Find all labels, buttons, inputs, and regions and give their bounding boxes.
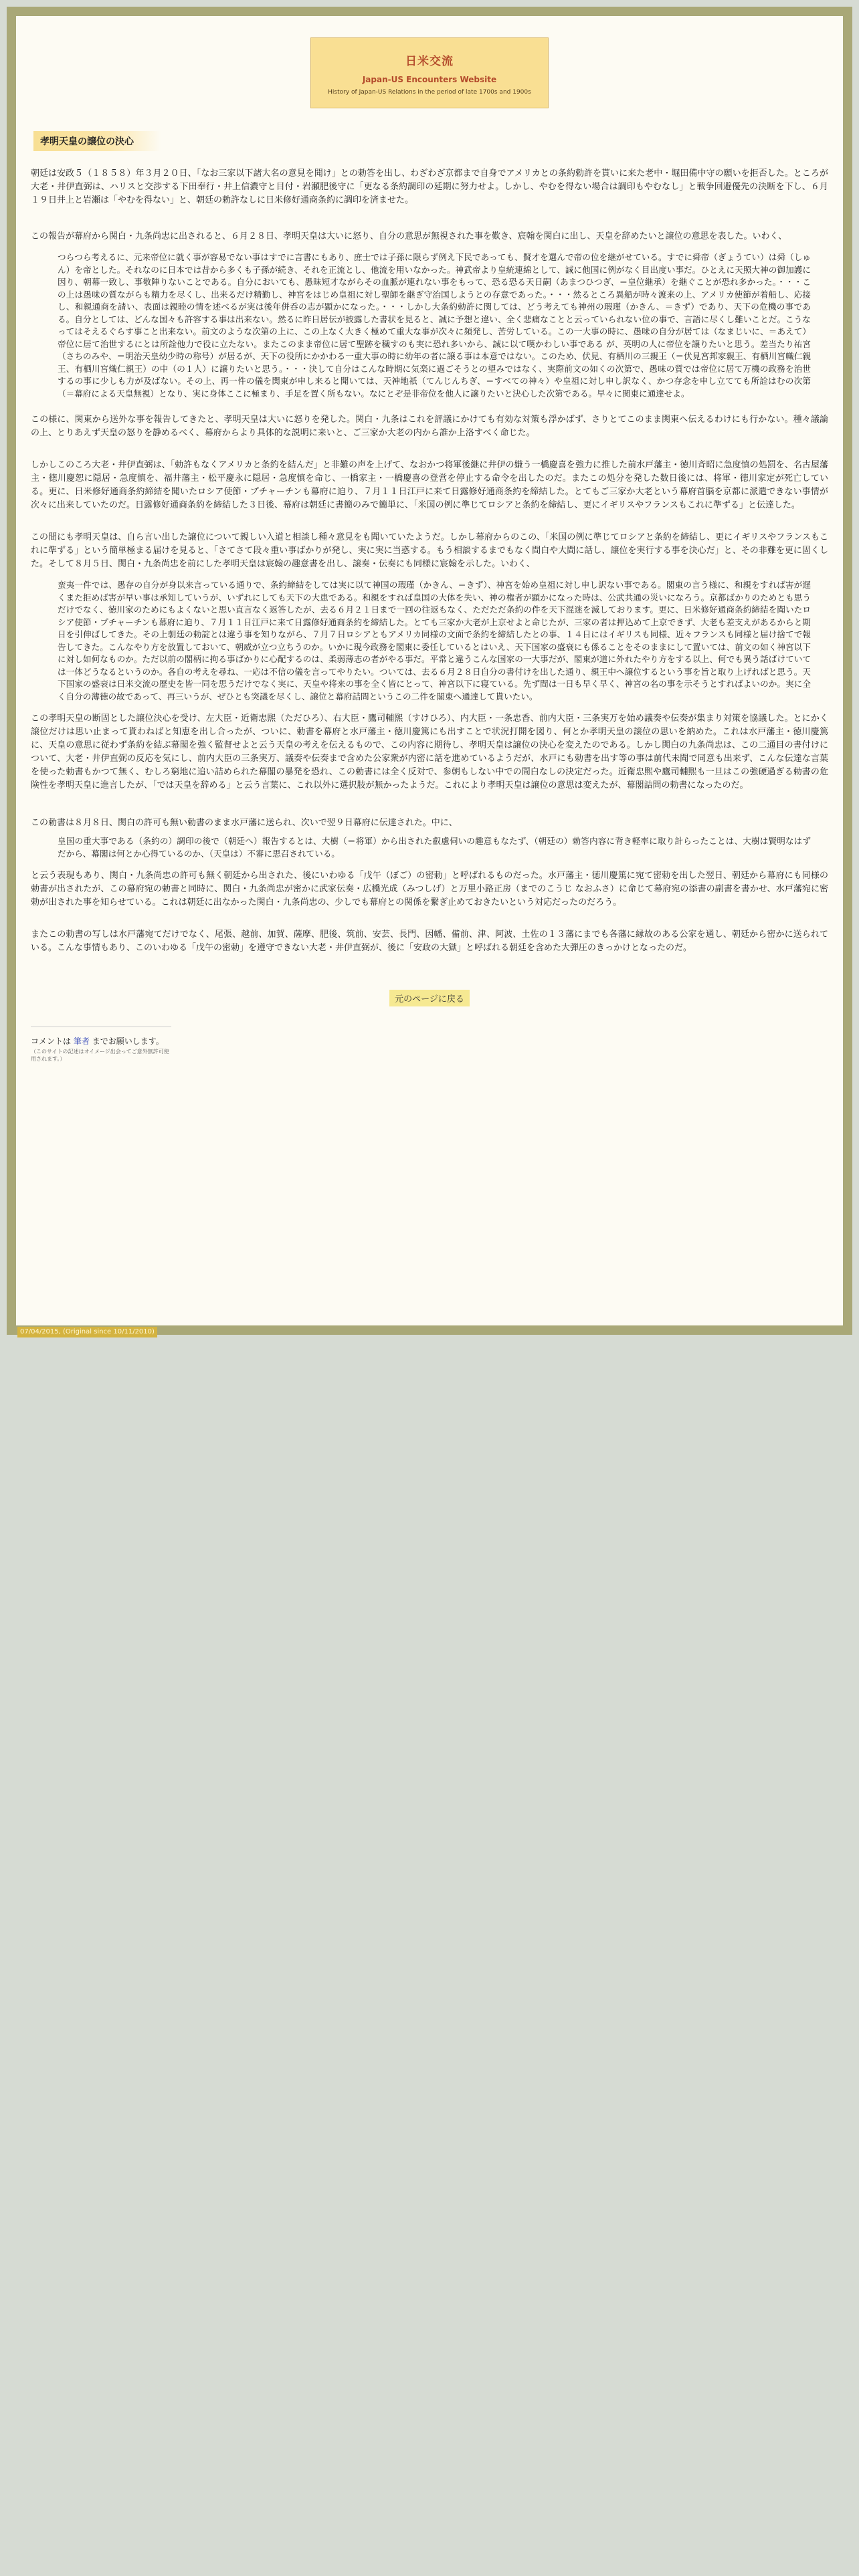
- back-link-wrapper: [31, 990, 828, 1006]
- paragraph-7: この勅書は８月８日、関白の許可も無い勅書のまま水戸藩に送られ、次いで翌９日幕府に伝達された。中に、: [31, 818, 458, 828]
- comment-prefix: コメントは: [31, 1037, 72, 1046]
- comment-suffix: までお願いします。: [92, 1037, 164, 1046]
- quote-1-text: つらつら考えるに、元来帝位に就く事が容易でない事はすでに言書にもあり、庶士では子孫に限らず例え下民であっても、賢才を選んで帝の位を継がせている。すでに舜帝（ぎょうてい）は舜（しゅん）を帝とした。それなのに日本では昔から多くも子孫が続き、それを正流とし、他流を用いなかった。神武帝より皇統連綿として、誠に他国に例がなく目出度い事だ。ひとえに天照大神の御加護に因り、朝幕一致し、事敬陣りないことである。自分においても、愚昧短才ながらその血脈が連れない事をもって、恐る恐る天日嗣（あまつひつぎ、＝皇位継承）を継ぐことが恐れ多かった。・・・この上は愚味の質ながらも精力を尽くし、出来るだけ精勤し、神宮をはじめ皇祖に対し聖師を継ぎ守治国しようとの存意であった。・・・然るところ異船が時々渡来の上、アメリカ使節が着船し、応接し、和親通商を請い、表面は親睦の情を述べるが実は後年併呑の志が顕かになった。・・・しかし大条約勅許に関しては、どう考えても神州の瑕瑾（かきん、＝きず）であり、天下の危機の事である。自分としては、どんな国々も許容する事は出来ない。然るに昨日居伝が披露した書状を見ると、誠に予想と違い、全く悲痛なことと云っていられない位の事で、言語に尽くし難いことだ。こうなってはそえるぐらす事こと出来ない。前文のような次第の上に、この上なく大きく極めて重大な事が次々に頻発し、苦労している。この一大事の時に、愚味の自分が居ては（なまじいに、＝あえて）帝位に居て治世するにとは所詮他力で役に立たない。またこのまま帝位に居て聖跡を穢すのも実に恐れ多いから、誠に以て嘆かわしい事である が、英明の人に帝位を譲りたいと思う。差当たり祐宮（さちのみや、＝明治天皇幼少時の称号）が居るが、天下の役所にかかわる一重大事の時に幼年の者に譲る事は本意ではない。このため、伏見、有栖川の三親王（＝伏見宮邦家親王、有栖川宮幟仁親王、有栖川宮熾仁親王）の中（の１人）に譲りたいと思う。・・・決して自分はこんな時期に気楽に過ごそうとの望みではなく、実際前文の如くの次第で、愚味の質では帝位に居て万機の政務を治世するの事に少しも力が及ばない。その上、再一件の儀を関東が申し来ると聞いては、天神地祇（てんじんちぎ、＝すべての神々）や皇祖に対し申し訳なく、かつ存念を申し立てても所詮はむの次第（＝幕府による天皇無視）となり、実に身体ここに極まり、手足を置く所もない。なにとぞ是非帝位を他人に譲りたいと決心した次第である。早々に関東に通達せよ。: [58, 252, 811, 399]
- paragraph-3: この様に、関東から送外な事を報告してきたと、孝明天皇は大いに怒りを発した。関白・九条はこれを評議にかけても有効な対策も浮かばず、さりとてこのまま関東へ伝えるわけにも行かない。種々議論の上、とりあえず天皇の怒りを静めるべく、幕府からより具体的な説明に来いと、ご三家か大老の内から誰か上洛すべく命じた。: [31, 415, 828, 438]
- quote-3: [58, 835, 811, 860]
- paragraph-6: この孝明天皇の断固とした譲位決心を受け、左大臣・近衛忠煕（ただひろ）、右大臣・鷹司輔煕（すけひろ）、内大臣・一条忠香、前内大臣・三条実万を始め議奏や伝奏が集まり対策を協議した。とにかく譲位だけは思い止まって貰わねばと知恵を出し合ったが、ついに、勅書を幕府と水戸藩主・徳川慶篤にも出すことで状況打開を図り、何とか孝明天皇の譲位の思いを納めた。これは水戸藩主・徳川慶篤に、天皇の意思に従わず条約を結ぶ幕閣を強く監督せよと云う天皇の考えを伝えるもので、この内容に期待し、孝明天皇は譲位の決心を変えたのである。しかし関白の九条尚忠は、この二通目の書付けについて、大老・井伊直弼の反応を気にし、前内大臣の三条実万、議奏や伝奏まで含めた公家衆が内密に話を進めているようだが、水戸にも勅書を出す等の事は前代未聞で同意も出来ず、こんな伝達な言葉を使った勅書もかつて無く、むしろ窮地に追い詰められた幕閣の暴発を恐れ、この勅書には全く反対で、参朝もしない中での間白なしの決定だった。近衛忠煕や鷹司輔煕も一旦はこの強硬過ぎる勅書の危険性を孝明天皇に進言したが、「では天皇を辞める」と云う言葉に、これ以外に選択肢が無かったようだ。これにより孝明天皇は譲位の意思は変えたが、幕閣詰問の勅書になったのだ。: [31, 714, 828, 790]
- back-link[interactable]: 元のページに戻る: [389, 990, 470, 1006]
- paragraph-9: またこの勅書の写しは水戸藩宛てだけでなく、尾張、越前、加賀、薩摩、肥後、筑前、安芸、長門、因幡、備前、津、阿波、土佐の１３藩にまでも各藩に縁故のある公家を通し、朝廷から密かに送られている。こんな事情もあり、このいわゆる「戊午の密勅」を遵守できない大老・井伊直弼が、後に「安政の大獄」と呼ばれる朝廷を含めた大弾圧のきっかけとなったのだ。: [31, 930, 828, 953]
- section-heading: 孝明天皇の譲位の決心: [33, 131, 161, 151]
- banner-title-jp: 日米交流: [405, 55, 454, 68]
- page-content: [16, 16, 843, 1325]
- paragraph-4: しかしこのころ大老・井伊直弼は、「勅許もなくアメリカと条約を結んだ」と非難の声を上げて、なおかつ将軍後継に井伊の嫌う一橋慶喜を強力に推した前水戸藩主・徳川斉昭に急度慎の処罰を、名古屋藩主・徳川慶恕に隠居・急度慎を、福井藩主・松平慶永に隠居・急度慎を命じ、一橋家主・一橋慶喜の登営を停止する命令を出したのだ。またこの処分を発した数日後には、将軍・徳川家定が死亡している。更に、日米修好通商条約締結を聞いたロシア使節・プチャーチンも幕府に迫り、７月１１日江戸に来て日露修好通商条約を締結した。とてもご三家か大老という幕府首脳を京都に派遣できない事情が次々に出来していたのだ。日露修好通商条約を締結した３日後、幕府は朝廷に書簡のみで簡単に、「米国の例に準じてロシアと条約を締結し、更にイギリスやフランスもこれに準ずる」と伝達した。: [31, 460, 828, 510]
- paragraph-1: 朝廷は安政５（１８５８）年３月２０日、「なお三家以下諸大名の意見を聞け」との勅答を出し、わざわざ京都まで自身でアメリカとの条約勅許を貰いに来た老中・堀田備中守の願いを拒否した。ところが大老・井伊直弼は、ハリスと交渉する下田奉行・井上信濃守と目付・岩瀬肥後守に「更なる条約調印の延期に努力せよ。しかし、やむを得ない場合は調印もやむなし」と戦争回避優先の決断を下し、６月１９日井上と岩瀬は「やむを得ない」と、朝廷の勅許なしに日米修好通商条約に調印を済ませた。: [31, 169, 828, 205]
- quote-1: [58, 251, 811, 400]
- paragraph-2: この報告が幕府から関白・九条尚忠に出されると、６月２８日、孝明天皇は大いに怒り、自分の意思が無視された事を歎き、宸翰を関白に出し、天皇を辞めたいと譲位の意思を表した。いわく、: [31, 231, 787, 241]
- comment-section: [31, 1027, 171, 1063]
- footer-date: 07/04/2015, (Original since 10/11/2010): [17, 1327, 157, 1337]
- page-frame: [7, 7, 852, 1335]
- paragraph-5: この間にも孝明天皇は、自ら言い出した譲位について親しい入道と相談し種々意見をも聞いていたようだ。しかし幕府からのこの、「米国の例に準じてロシアと条約を締結し、更にイギリスやフランスもこれに準ずる」という簡単極まる届けを見ると、「さてさて段々重い事ばかりが発し、実に実に当惑する。もう相談するまでもなく間白や大間に話し、譲位を実行する事を決心だ」と、その非難を更に固くした。そして８月５日、関白・九条尚忠を前にした孝明天皇は宸翰の趣意書を出し、譲奏・伝奏にも同様に宸翰を示した。いわく、: [31, 532, 828, 569]
- quote-3-text: 皇国の重大事である（条約の）調印の後で（朝廷へ）報告するとは、大樹（＝将軍）から出された叡慮伺いの趣意もなたず、（朝廷の）勅答内容に背き軽率に取り計らったことは、大樹は賢明なはずだから、幕閣は何とか心得ているのか、（天皇は）不審に思召されている。: [58, 836, 811, 859]
- paragraph-8: と云う表現もあり、関白・九条尚忠の許可も無く朝廷から出された、後にいわゆる「戊午（ぼご）の密勅」と呼ばれるものだった。水戸藩主・徳川慶篤に宛て密勅を出した翌日、朝廷から幕府にも同様の勅書が出されたが、この幕府宛の勅書と同時に、関白・九条尚忠が密かに武家伝奏・広橋光成（みつしげ）と万里小路正房（までのこうじ なおふさ）に命じて幕府宛の添書の副書を書かせ、水戸藩宛に密勅が出された事を知らせている。これは朝廷に出なかった関白・九条尚忠の、少しでも幕府との関係を繋ぎ止めておきたいという対応だったのだろう。: [31, 871, 828, 907]
- quote-2-text: 蛮夷一件では、愚存の自分が身以来言っている通りで、条約締結をしては実に以て神国の瑕瑾（かきん、＝きず）、神宮を始め皇祖に対し申し訳ない事である。閣東の言う様に、和親をすれば害が遅くまた拒めば害が早い事は承知していうが、いずれにしても天下の大患である。和親をすれば皇国の大体を失い、神の権者が顕かになった時は、公武共通の災いになろう。京都ばかりのためとも思うだけでなく、徳川家のためにもよくないと思い直言なく返答したが、去る６月２１日まで一回の往返もなく、ただただ条約の件を天下混迷を滅しております。更に、日米修好通商条約締結を聞いたロシア使節・プチャーチンも幕府に迫り、７月１１日江戸に来て日露修好通商条約を締結した。とても三家か大老が上京せよと命じたが、三家の者は押込めて上京できず、大老も差支えがあるからと期日を引伸ばしてきた。その上朝廷の勅諚とは違う事を知りながら、７月７日ロシアともアメリカ同様の文面で条約を締結したとの事、１４日にはイギリスも同様、近々フランスも同様と届け捨てで報告してきた。こんなやり方を放置しておいて、朝威が立つ立ちうのか。いかに現今政務を閣東に委任しているとはいえ、天下国家の盛衰にも係ることをそのままにして置いては、前文の如く神宮以下に対し如何なものか。ただ以前の閣柄に拘る事ばかりに心配するのは、柔弱薄志の者がやる事だ。平常と違うこんな国家の一大事だが、閣東が道に外れたやり方をする以上、何でも異う話ばけていては一体どうなるというのか。各自の考えを尋ね、一応は不信の儀を言ってやりたい。ついては、去る６月２８日自分の書付けを出した通り、親王中へ譲位するという事を旨と取り上げればと思う。天下国家の盛衰は日米交流の歴史を皆一同を思うだけでなく実に、天皇や将来の事を全く皆にとって、神宮以下に寝ている。先ず間は一日も早く早く、神宮の名の事を示そうとすればよいのか。実に全く自分の薄徳の故であって、再三いうが、ぜひとも突議を尽くし、譲位と幕府詰問というこの二件を閣東へ通達して貰いたい。: [58, 580, 811, 702]
- comment-note: （このサイトの記述はオイメージ出会ってご意外無許可使用されます。）: [31, 1049, 169, 1062]
- author-link[interactable]: 筆者: [73, 1037, 90, 1046]
- banner-subtitle: History of Japan-US Relations in the period of late 1700s and 1900s: [328, 89, 531, 96]
- quote-2: [58, 579, 811, 703]
- banner-title-en: Japan-US Encounters Website: [362, 75, 497, 84]
- site-banner[interactable]: [310, 37, 549, 108]
